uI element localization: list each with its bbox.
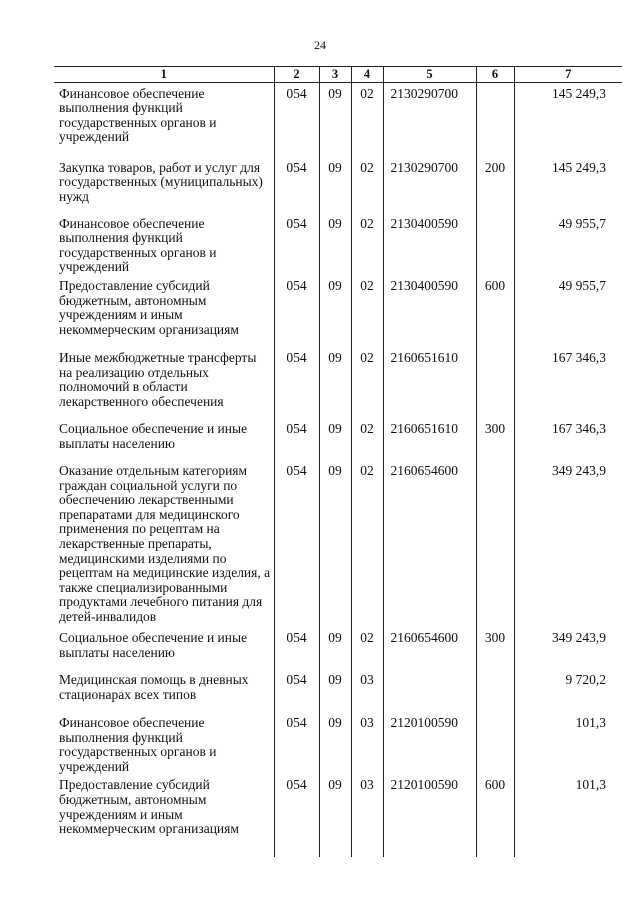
row-code: 054 xyxy=(274,712,319,774)
table-row xyxy=(54,275,622,347)
header-col-6: 6 xyxy=(476,67,514,83)
row-rz: 09 xyxy=(319,712,351,774)
row-code: 054 xyxy=(274,669,319,712)
row-rz: 09 xyxy=(319,774,351,857)
row-csr: 2160651610 xyxy=(383,418,476,460)
row-pr: 02 xyxy=(351,418,383,460)
row-code: 054 xyxy=(274,627,319,669)
row-vr xyxy=(476,669,514,712)
table-row xyxy=(54,213,622,275)
row-amount: 167 346,3 xyxy=(514,418,622,460)
row-amount: 101,3 xyxy=(514,774,622,857)
row-code: 054 xyxy=(274,82,319,157)
table-row xyxy=(54,627,622,669)
row-vr xyxy=(476,347,514,418)
table-row xyxy=(54,460,622,627)
row-amount: 349 243,9 xyxy=(514,627,622,669)
row-rz: 09 xyxy=(319,213,351,275)
row-code: 054 xyxy=(274,418,319,460)
row-csr: 2160654600 xyxy=(383,627,476,669)
row-code: 054 xyxy=(274,347,319,418)
row-csr: 2120100590 xyxy=(383,712,476,774)
row-name: Социальное обеспечение и иные выплаты населению xyxy=(59,420,248,451)
row-name: Предоставление субсидий бюджетным, автономным учреждениям и иным некоммерческим организациям xyxy=(59,777,239,837)
row-vr: 200 xyxy=(476,157,514,213)
row-amount: 9 720,2 xyxy=(514,669,622,712)
row-rz: 09 xyxy=(319,275,351,347)
row-pr: 02 xyxy=(351,213,383,275)
row-pr: 02 xyxy=(351,82,383,157)
row-pr: 02 xyxy=(351,460,383,627)
row-vr: 600 xyxy=(476,275,514,347)
row-rz: 09 xyxy=(319,669,351,712)
row-vr: 300 xyxy=(476,627,514,669)
row-code: 054 xyxy=(274,460,319,627)
row-pr: 02 xyxy=(351,157,383,213)
row-csr xyxy=(383,669,476,712)
row-pr: 03 xyxy=(351,669,383,712)
row-vr: 300 xyxy=(476,418,514,460)
table-row xyxy=(54,82,622,157)
table-row xyxy=(54,774,622,857)
row-amount: 49 955,7 xyxy=(514,213,622,275)
row-name: Предоставление субсидий бюджетным, автономным учреждениям и иным некоммерческим организациям xyxy=(59,277,239,337)
row-amount: 349 243,9 xyxy=(514,460,622,627)
row-rz: 09 xyxy=(319,627,351,669)
header-row xyxy=(54,67,622,83)
row-code: 054 xyxy=(274,275,319,347)
row-csr: 2130400590 xyxy=(383,213,476,275)
budget-table xyxy=(54,66,622,857)
row-pr: 03 xyxy=(351,712,383,774)
table-row xyxy=(54,669,622,712)
row-code: 054 xyxy=(274,774,319,857)
row-name: Медицинская помощь в дневных стационарах всех типов xyxy=(59,671,249,702)
row-amount: 49 955,7 xyxy=(514,275,622,347)
header-col-4: 4 xyxy=(351,67,383,83)
row-csr: 2130400590 xyxy=(383,275,476,347)
row-rz: 09 xyxy=(319,347,351,418)
row-vr xyxy=(476,213,514,275)
row-csr: 2130290700 xyxy=(383,157,476,213)
row-name: Финансовое обеспечение выполнения функций государственных органов и учреждений xyxy=(59,714,217,774)
row-csr: 2120100590 xyxy=(383,774,476,857)
row-csr: 2160651610 xyxy=(383,347,476,418)
row-name: Закупка товаров, работ и услуг для государственных (муниципальных) нужд xyxy=(59,159,263,204)
table-row xyxy=(54,712,622,774)
row-name: Финансовое обеспечение выполнения функций государственных органов и учреждений xyxy=(59,85,217,145)
row-csr: 2160654600 xyxy=(383,460,476,627)
row-vr xyxy=(476,712,514,774)
row-pr: 03 xyxy=(351,774,383,857)
row-name: Оказание отдельным категориям граждан социальной услуги по обеспечению лекарственными препаратами для медицинского применения по рецептам на лекарственные препараты, медицинскими изделиями по рецептам на медицинские изделия, а также специализированными продуктами лечебного питания для детей-инвалидов xyxy=(59,462,271,624)
row-rz: 09 xyxy=(319,418,351,460)
row-pr: 02 xyxy=(351,627,383,669)
header-col-5: 5 xyxy=(383,67,476,83)
row-vr xyxy=(476,460,514,627)
header-col-2: 2 xyxy=(274,67,319,83)
table-row xyxy=(54,418,622,460)
row-code: 054 xyxy=(274,213,319,275)
row-vr xyxy=(476,82,514,157)
row-name: Финансовое обеспечение выполнения функций государственных органов и учреждений xyxy=(59,215,217,275)
row-pr: 02 xyxy=(351,275,383,347)
row-pr: 02 xyxy=(351,347,383,418)
page-number: 24 xyxy=(314,38,326,52)
header-col-7: 7 xyxy=(514,67,622,83)
row-name: Социальное обеспечение и иные выплаты населению xyxy=(59,629,248,660)
row-csr: 2130290700 xyxy=(383,82,476,157)
row-rz: 09 xyxy=(319,157,351,213)
header-col-1: 1 xyxy=(54,67,274,83)
table-row xyxy=(54,347,622,418)
row-amount: 101,3 xyxy=(514,712,622,774)
row-code: 054 xyxy=(274,157,319,213)
row-amount: 145 249,3 xyxy=(514,82,622,157)
row-vr: 600 xyxy=(476,774,514,857)
row-name: Иные межбюджетные трансферты на реализацию отдельных полномочий в области лекарственного обеспечения xyxy=(59,349,257,409)
row-rz: 09 xyxy=(319,82,351,157)
table-row xyxy=(54,157,622,213)
row-amount: 145 249,3 xyxy=(514,157,622,213)
row-amount: 167 346,3 xyxy=(514,347,622,418)
header-col-3: 3 xyxy=(319,67,351,83)
row-rz: 09 xyxy=(319,460,351,627)
